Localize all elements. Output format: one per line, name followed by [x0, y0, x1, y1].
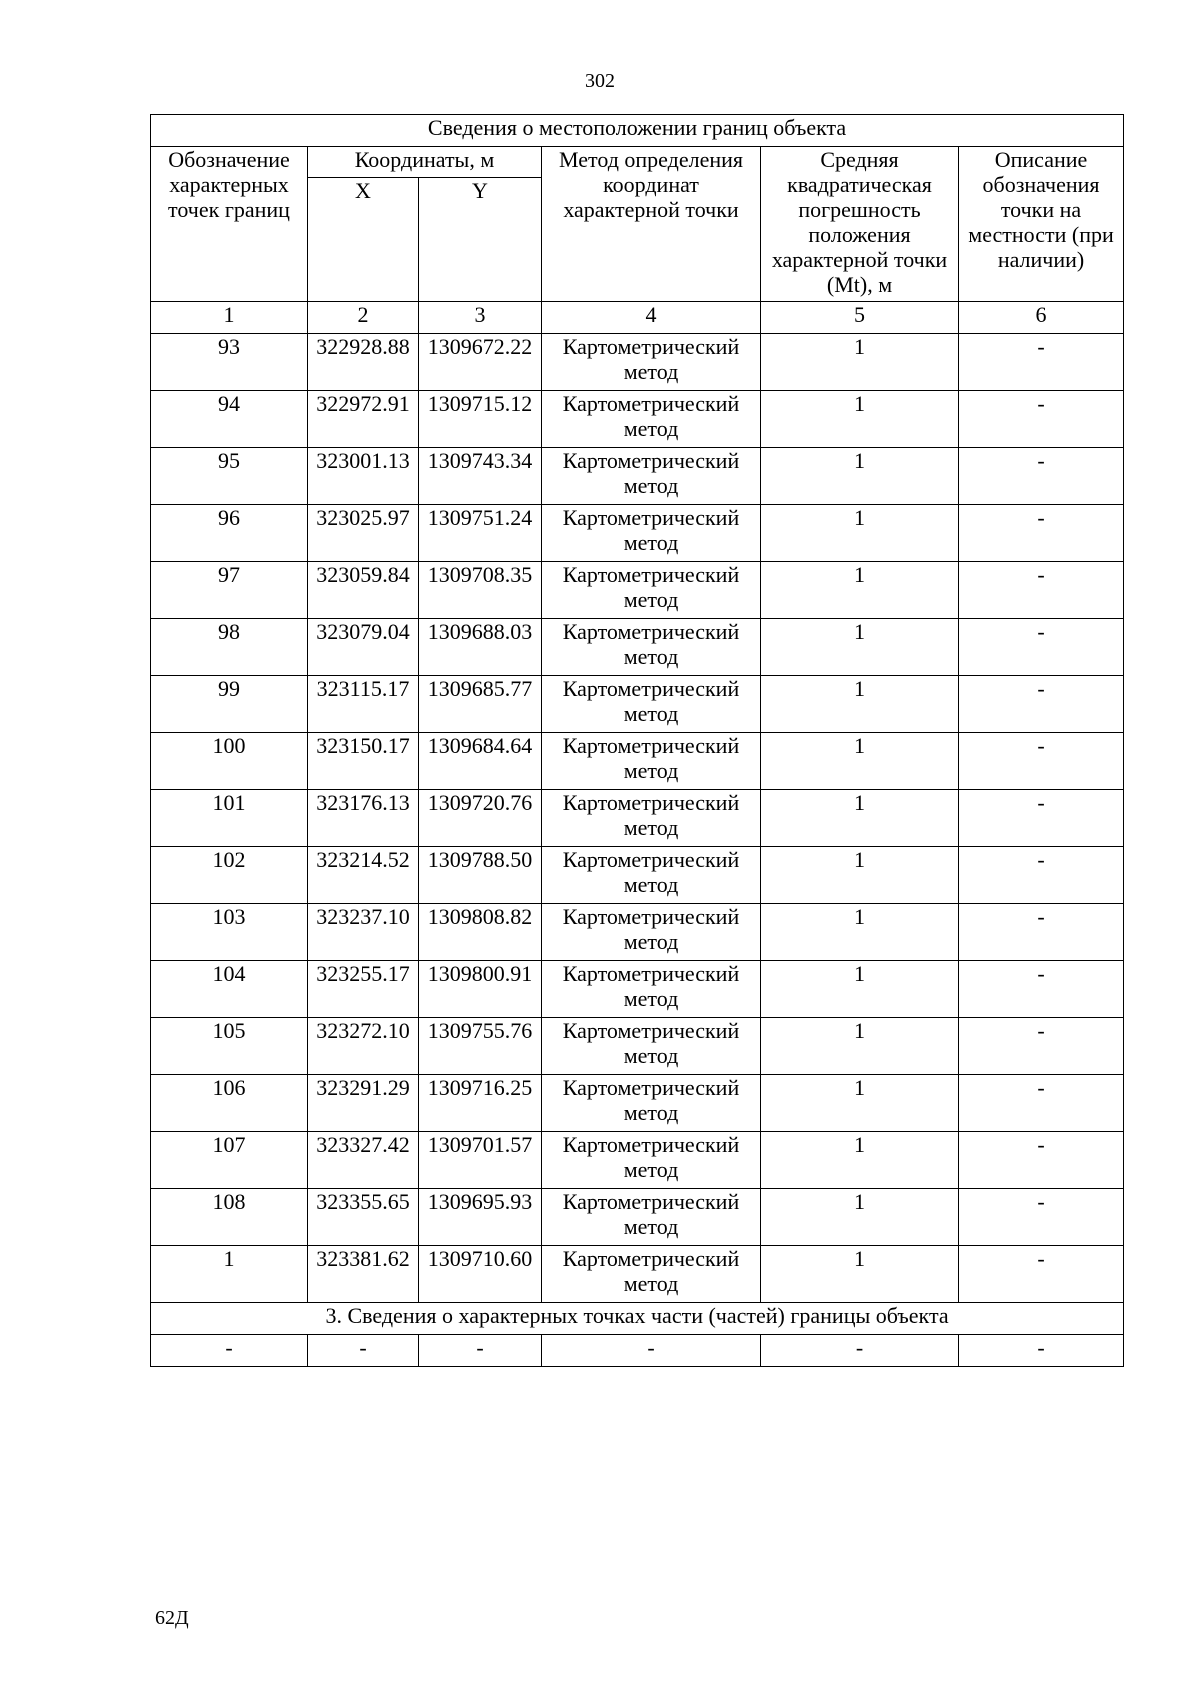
cell-description: -: [959, 391, 1124, 448]
cell-error: 1: [761, 619, 959, 676]
table-row: [151, 505, 1124, 562]
cell-method: Картометрический метод: [542, 505, 761, 562]
column-number: 1: [151, 302, 308, 334]
cell-x: 323079.04: [308, 619, 419, 676]
cell-error: 1: [761, 1132, 959, 1189]
cell-method: Картометрический метод: [542, 676, 761, 733]
cell-description: -: [959, 448, 1124, 505]
section3-title: 3. Сведения о характерных точках части (частей) границы объекта: [151, 1303, 1124, 1335]
header-method: Метод определения координат характерной точки: [542, 147, 761, 302]
cell-point: 108: [151, 1189, 308, 1246]
header-point-designation: Обозначение характерных точек границ: [151, 147, 308, 302]
cell-x: 322928.88: [308, 334, 419, 391]
header-coordinates: Координаты, м: [308, 147, 542, 178]
table-title-row: [151, 115, 1124, 147]
cell-x: 323025.97: [308, 505, 419, 562]
table-cell: -: [151, 1335, 308, 1367]
cell-description: -: [959, 1246, 1124, 1303]
cell-point: 95: [151, 448, 308, 505]
cell-x: 323176.13: [308, 790, 419, 847]
table-row: [151, 1189, 1124, 1246]
cell-description: -: [959, 562, 1124, 619]
cell-description: -: [959, 790, 1124, 847]
cell-error: 1: [761, 847, 959, 904]
cell-method: Картометрический метод: [542, 448, 761, 505]
cell-y: 1309720.76: [419, 790, 542, 847]
column-number: 3: [419, 302, 542, 334]
cell-point: 99: [151, 676, 308, 733]
cell-point: 97: [151, 562, 308, 619]
cell-point: 100: [151, 733, 308, 790]
cell-point: 105: [151, 1018, 308, 1075]
cell-point: 106: [151, 1075, 308, 1132]
cell-description: -: [959, 961, 1124, 1018]
column-number: 2: [308, 302, 419, 334]
cell-y: 1309685.77: [419, 676, 542, 733]
cell-x: 323237.10: [308, 904, 419, 961]
header-description: Описание обозначения точки на местности (при наличии): [959, 147, 1124, 302]
cell-x: 323059.84: [308, 562, 419, 619]
cell-y: 1309710.60: [419, 1246, 542, 1303]
cell-description: -: [959, 733, 1124, 790]
cell-method: Картометрический метод: [542, 391, 761, 448]
cell-method: Картометрический метод: [542, 619, 761, 676]
cell-error: 1: [761, 790, 959, 847]
table-cell: -: [308, 1335, 419, 1367]
cell-description: -: [959, 1132, 1124, 1189]
cell-x: 323115.17: [308, 676, 419, 733]
cell-x: 323001.13: [308, 448, 419, 505]
cell-x: 323214.52: [308, 847, 419, 904]
column-number: 6: [959, 302, 1124, 334]
cell-method: Картометрический метод: [542, 1132, 761, 1189]
cell-description: -: [959, 1018, 1124, 1075]
cell-point: 102: [151, 847, 308, 904]
cell-x: 323291.29: [308, 1075, 419, 1132]
cell-y: 1309800.91: [419, 961, 542, 1018]
cell-description: -: [959, 847, 1124, 904]
header-row: [151, 147, 1124, 178]
header-x: X: [308, 178, 419, 302]
cell-method: Картометрический метод: [542, 1189, 761, 1246]
cell-description: -: [959, 1189, 1124, 1246]
table-row: [151, 448, 1124, 505]
page-number: 302: [585, 70, 615, 92]
header-mean-error: Средняя квадратическая погрешность положения характерной точки (Mt), м: [761, 147, 959, 302]
cell-point: 98: [151, 619, 308, 676]
cell-point: 104: [151, 961, 308, 1018]
cell-x: 322972.91: [308, 391, 419, 448]
cell-description: -: [959, 904, 1124, 961]
cell-y: 1309672.22: [419, 334, 542, 391]
column-number: 5: [761, 302, 959, 334]
cell-method: Картометрический метод: [542, 790, 761, 847]
footer-code: 62Д: [155, 1607, 189, 1629]
cell-error: 1: [761, 961, 959, 1018]
cell-method: Картометрический метод: [542, 1018, 761, 1075]
column-number-row: [151, 302, 1124, 334]
table-row: [151, 847, 1124, 904]
cell-y: 1309751.24: [419, 505, 542, 562]
cell-point: 101: [151, 790, 308, 847]
table-row: [151, 1018, 1124, 1075]
cell-x: 323150.17: [308, 733, 419, 790]
cell-error: 1: [761, 1189, 959, 1246]
cell-method: Картометрический метод: [542, 562, 761, 619]
table-row: [151, 1132, 1124, 1189]
section3-title-row: [151, 1303, 1124, 1335]
table-row: [151, 961, 1124, 1018]
table-cell: -: [761, 1335, 959, 1367]
table-row: [151, 676, 1124, 733]
cell-error: 1: [761, 1018, 959, 1075]
cell-point: 103: [151, 904, 308, 961]
table-row: [151, 904, 1124, 961]
table-row: [151, 733, 1124, 790]
cell-error: 1: [761, 676, 959, 733]
header-y: Y: [419, 178, 542, 302]
table-row: [151, 790, 1124, 847]
cell-method: Картометрический метод: [542, 334, 761, 391]
cell-y: 1309716.25: [419, 1075, 542, 1132]
cell-y: 1309743.34: [419, 448, 542, 505]
cell-y: 1309701.57: [419, 1132, 542, 1189]
cell-x: 323355.65: [308, 1189, 419, 1246]
cell-error: 1: [761, 448, 959, 505]
cell-method: Картометрический метод: [542, 733, 761, 790]
cell-y: 1309755.76: [419, 1018, 542, 1075]
table-cell: -: [419, 1335, 542, 1367]
cell-error: 1: [761, 733, 959, 790]
cell-error: 1: [761, 334, 959, 391]
cell-method: Картометрический метод: [542, 847, 761, 904]
cell-method: Картометрический метод: [542, 1075, 761, 1132]
table-cell: -: [959, 1335, 1124, 1367]
cell-y: 1309695.93: [419, 1189, 542, 1246]
cell-y: 1309684.64: [419, 733, 542, 790]
cell-point: 94: [151, 391, 308, 448]
table-row: [151, 619, 1124, 676]
cell-x: 323255.17: [308, 961, 419, 1018]
cell-y: 1309788.50: [419, 847, 542, 904]
cell-error: 1: [761, 1246, 959, 1303]
cell-description: -: [959, 676, 1124, 733]
cell-method: Картометрический метод: [542, 904, 761, 961]
cell-error: 1: [761, 391, 959, 448]
section3-row: [151, 1335, 1124, 1367]
cell-y: 1309708.35: [419, 562, 542, 619]
cell-method: Картометрический метод: [542, 961, 761, 1018]
table-row: [151, 1246, 1124, 1303]
cell-y: 1309688.03: [419, 619, 542, 676]
cell-x: 323272.10: [308, 1018, 419, 1075]
cell-description: -: [959, 505, 1124, 562]
cell-description: -: [959, 334, 1124, 391]
cell-error: 1: [761, 904, 959, 961]
table-title: Сведения о местоположении границ объекта: [151, 115, 1124, 147]
column-number: 4: [542, 302, 761, 334]
cell-point: 107: [151, 1132, 308, 1189]
table-row: [151, 562, 1124, 619]
boundary-coordinates-table: [150, 114, 1124, 1367]
cell-point: 96: [151, 505, 308, 562]
cell-x: 323327.42: [308, 1132, 419, 1189]
table-row: [151, 1075, 1124, 1132]
table-cell: -: [542, 1335, 761, 1367]
cell-y: 1309715.12: [419, 391, 542, 448]
cell-error: 1: [761, 1075, 959, 1132]
table-row: [151, 391, 1124, 448]
table-row: [151, 334, 1124, 391]
cell-point: 1: [151, 1246, 308, 1303]
cell-error: 1: [761, 562, 959, 619]
cell-description: -: [959, 619, 1124, 676]
cell-x: 323381.62: [308, 1246, 419, 1303]
cell-method: Картометрический метод: [542, 1246, 761, 1303]
cell-error: 1: [761, 505, 959, 562]
cell-y: 1309808.82: [419, 904, 542, 961]
cell-point: 93: [151, 334, 308, 391]
cell-description: -: [959, 1075, 1124, 1132]
